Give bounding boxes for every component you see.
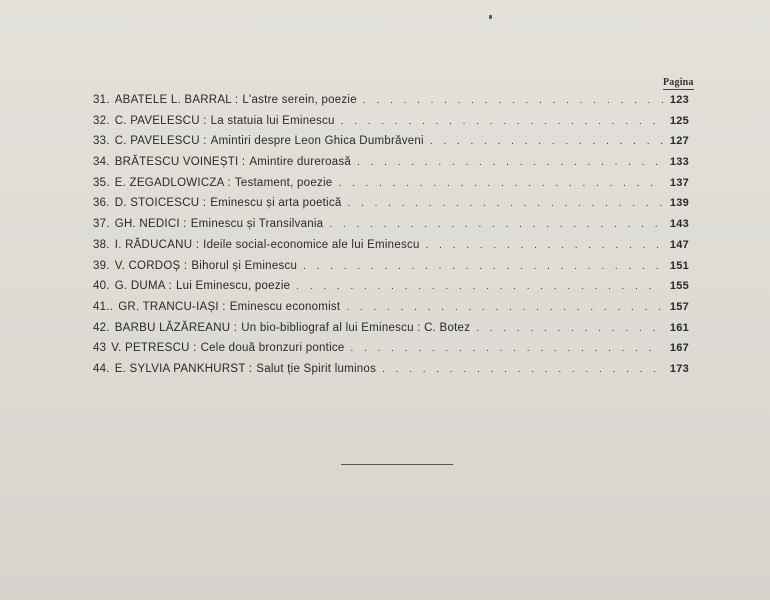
entry-author: E. ZEGADLOWICZA : [114, 176, 231, 189]
entry-title: Cele două bronzuri pontice [200, 342, 345, 355]
entry-title: L'astre serein, poezie [242, 94, 357, 106]
entry-title: Salut ție Spirit luminos [256, 362, 377, 375]
toc-entry [93, 363, 689, 384]
ink-speck [489, 15, 492, 19]
entry-number: 34. [93, 156, 110, 169]
dot-leader [476, 323, 663, 334]
dot-leader [348, 198, 663, 209]
entry-number: 42. [93, 321, 110, 334]
entry-page-number: 127 [669, 135, 689, 148]
horizontal-divider [341, 464, 453, 465]
toc-entry [93, 135, 689, 156]
entry-author: C. PAVELESCU : [114, 114, 207, 127]
entry-author: G. DUMA : [114, 280, 172, 293]
entry-author: I. RĂDUCANU : [114, 238, 200, 251]
entry-title: Un bio-bibliograf al lui Eminescu : C. Botez [241, 321, 471, 334]
toc-entry [93, 218, 689, 239]
toc-entry [93, 156, 689, 177]
dot-leader [329, 219, 663, 230]
entry-author: V. CORDOȘ : [114, 259, 188, 272]
entry-author: GR. TRANCU-IAȘI : [118, 300, 226, 313]
entry-number: 35. [93, 176, 110, 189]
entry-page-number: 125 [669, 114, 689, 127]
entry-page-number: 155 [669, 280, 689, 293]
entry-page-number: 157 [669, 300, 689, 313]
entry-title: Ideile social-economice ale lui Eminescu [203, 238, 420, 251]
dot-leader [426, 240, 663, 251]
entry-author: BARBU LĂZĂREANU : [114, 321, 238, 334]
dot-leader [303, 261, 663, 272]
toc-entry [93, 239, 689, 260]
entry-page-number: 139 [669, 197, 689, 210]
entry-page-number: 173 [669, 362, 689, 375]
entry-number: 39. [93, 259, 110, 272]
entry-page-number: 123 [669, 94, 689, 106]
entry-title: Amintiri despre Leon Ghica Dumbrăveni [210, 135, 424, 148]
dot-leader [363, 95, 663, 106]
page-column-header: Pagina [663, 77, 694, 88]
entry-number: 40. [93, 280, 110, 293]
entry-author: D. STOICESCU : [114, 197, 207, 210]
entry-title: Amintire dureroasă [249, 156, 352, 169]
entry-page-number: 133 [669, 156, 689, 169]
entry-number: 32. [93, 114, 110, 127]
entry-title: Bihorul și Eminescu [191, 259, 298, 272]
entry-title: Lui Eminescu, poezie [175, 280, 291, 293]
toc-entry [93, 322, 689, 343]
entry-author: C. PAVELESCU : [114, 135, 207, 148]
dot-leader [351, 343, 663, 354]
entry-number: 44. [93, 362, 110, 375]
entry-page-number: 167 [669, 342, 689, 355]
dot-leader [357, 157, 663, 168]
entry-author: E. SYLVIA PANKHURST : [114, 362, 253, 375]
toc-entry [93, 342, 689, 363]
toc-entry [93, 177, 689, 198]
entry-author: GH. NEDICI : [114, 218, 187, 231]
dot-leader [338, 178, 663, 189]
toc-entry [93, 280, 689, 301]
dot-leader [296, 281, 663, 292]
entry-author: V. PETRESCU : [111, 342, 197, 355]
entry-title: Eminescu și Transilvania [190, 218, 324, 231]
entry-page-number: 143 [669, 218, 689, 231]
entry-page-number: 147 [669, 238, 689, 251]
entry-title: Eminescu economist [229, 300, 341, 313]
entry-number: 31. [93, 94, 110, 106]
entry-page-number: 137 [669, 176, 689, 189]
entry-title: Testament, poezie [234, 176, 333, 189]
toc-entry [93, 301, 689, 322]
dot-leader [346, 302, 663, 313]
entry-number: 36. [93, 197, 110, 210]
entry-title: La statuia lui Eminescu [210, 114, 335, 127]
entry-page-number: 151 [669, 259, 689, 272]
dot-leader [382, 364, 663, 375]
toc-entry [93, 94, 689, 115]
entry-number: 38. [93, 238, 110, 251]
dot-leader [430, 136, 663, 147]
entry-author: BRĂTESCU VOINEȘTI : [114, 156, 246, 169]
entry-number: 41.. [93, 300, 114, 313]
entry-number: 37. [93, 218, 110, 231]
toc-entry [93, 115, 689, 136]
dot-leader [341, 116, 663, 127]
table-of-contents [93, 94, 689, 384]
toc-entry [93, 260, 689, 281]
toc-entry [93, 197, 689, 218]
entry-page-number: 161 [669, 321, 689, 334]
entry-author: ABATELE L. BARRAL : [114, 94, 239, 106]
entry-number: 33. [93, 135, 110, 148]
entry-number: 43 [93, 342, 107, 355]
entry-title: Eminescu și arta poetică [210, 197, 342, 210]
